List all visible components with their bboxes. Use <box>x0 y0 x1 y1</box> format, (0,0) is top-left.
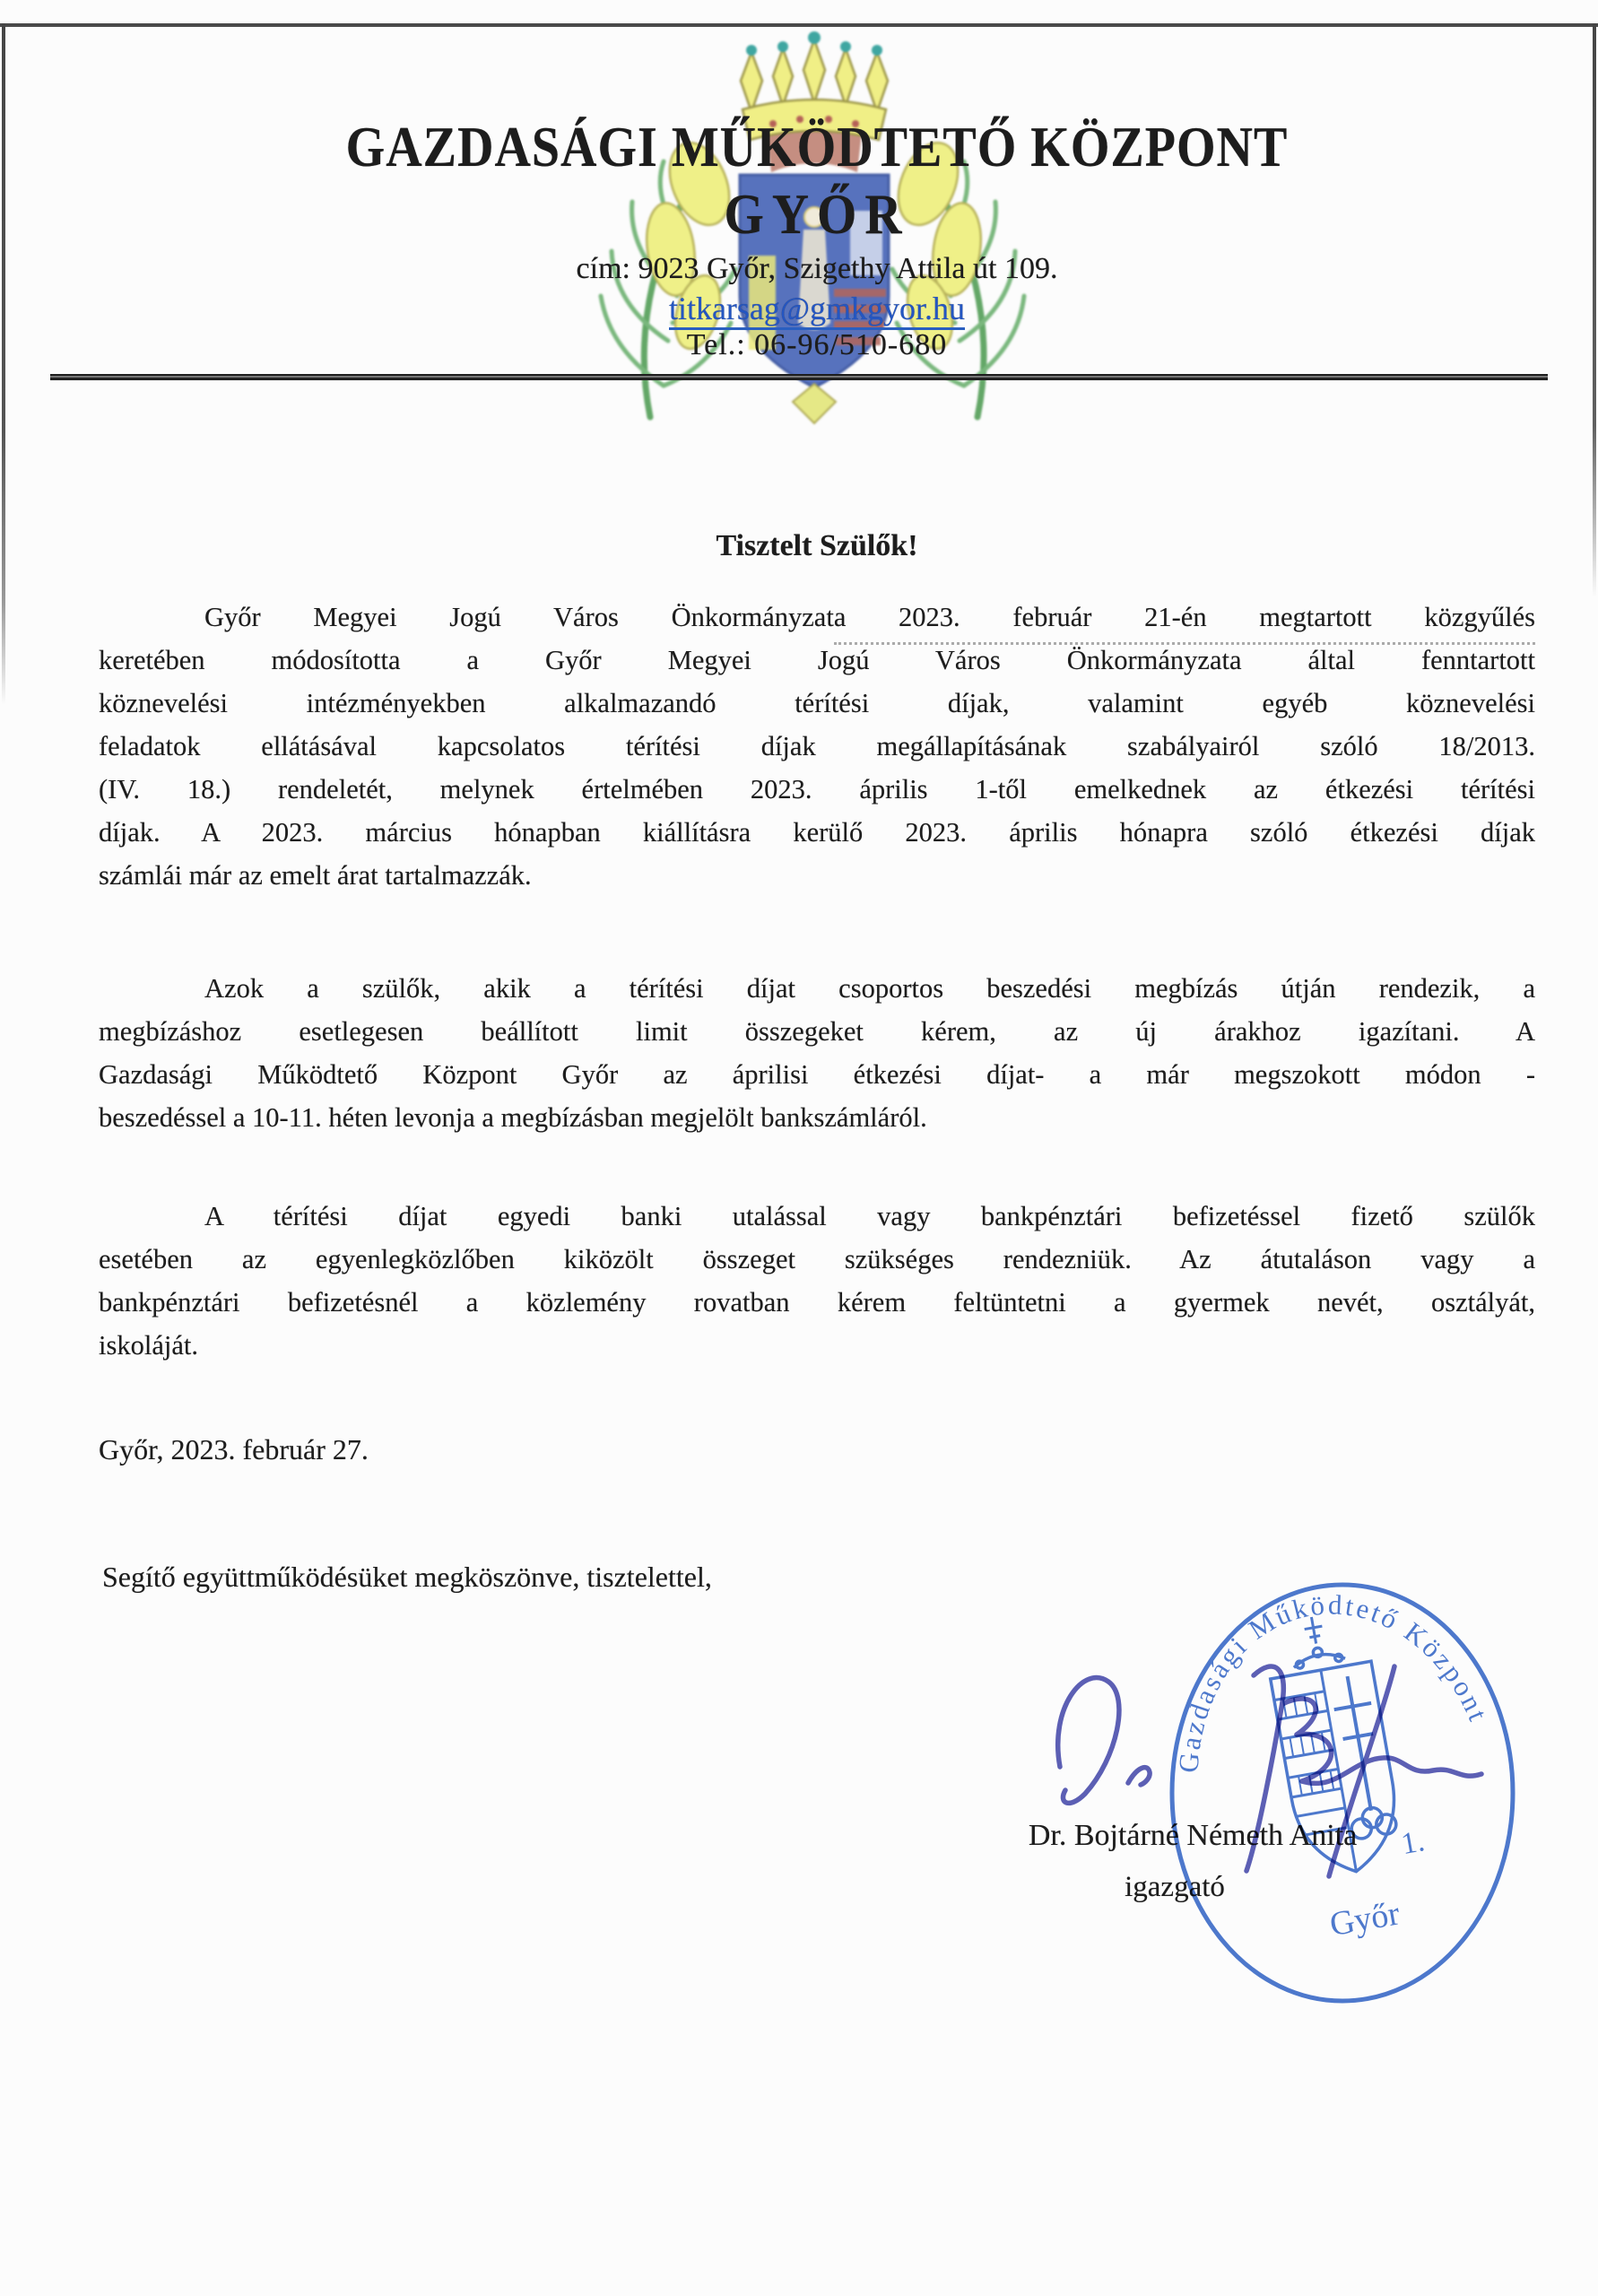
paragraph-line: Győr Megyei Jogú Város Önkormányzata 2023. február 21-én megtartott közgyűlés <box>204 602 1535 632</box>
address-line: cím: 9023 Győr, Szigethy Attila út 109. <box>576 252 1058 285</box>
paragraph-line: bankpénztári befizetésnél a közlemény rovatban kérem feltüntetni a gyermek nevét, osztályát, <box>99 1287 1535 1318</box>
signer-title: igazgató <box>1125 1871 1225 1903</box>
paragraph-line: számlái már az emelt árat tartalmazzák. <box>99 860 532 891</box>
email-link[interactable]: titkarsag@gmkgyor.hu <box>669 291 965 330</box>
header-divider-rule <box>50 374 1548 380</box>
handwritten-signature <box>1022 1632 1542 1901</box>
scan-edge-left <box>2 23 5 705</box>
signer-name: Dr. Bojtárné Németh Anita <box>1028 1819 1358 1852</box>
paragraph-line: esetében az egyenlegközlőben kiközölt összeget szükséges rendezniük. Az átutaláson vagy a <box>99 1244 1535 1274</box>
org-name-line1: GAZDASÁGI MŰKÖDTETŐ KÖZPONT <box>345 116 1289 179</box>
phone-line: Tel.: 06-96/510-680 <box>686 328 948 361</box>
paragraph-line: A térítési díjat egyedi banki utalással vagy bankpénztári befizetéssel fizető szülők <box>204 1201 1535 1231</box>
paragraph-line: megbízáshoz esetlegesen beállított limit összegeket kérem, az új árakhoz igazítani. A <box>99 1016 1535 1047</box>
date-line: Győr, 2023. február 27. <box>99 1433 369 1465</box>
email-line <box>99 290 1535 327</box>
scan-edge-right <box>1593 23 1596 597</box>
paragraph-line: keretében módosította a Győr Megyei Jogú Város Önkormányzata által fenntartott <box>99 645 1535 675</box>
paragraph-line: feladatok ellátásával kapcsolatos térítési díjak megállapításának szabályairól szóló 18/2013. <box>99 731 1535 761</box>
paragraph-line: Gazdasági Működtető Központ Győr az áprilisi étkezési díjat- a már megszokott módon - <box>99 1059 1535 1090</box>
stamp-number: 1. <box>1398 1824 1428 1862</box>
org-name-line2: GYŐR <box>724 183 910 247</box>
paragraph-3 <box>99 1195 1535 1367</box>
paragraph-line: köznevelési intézményekben alkalmazandó térítési díjak, valamint egyéb köznevelési <box>99 688 1535 718</box>
scan-artifact-dots <box>834 640 1535 645</box>
salutation: Tisztelt Szülők! <box>716 529 918 562</box>
paragraph-line: Azok a szülők, akik a térítési díjat csoportos beszedési megbízás útján rendezik, a <box>204 973 1535 1004</box>
paragraph-line: (IV. 18.) rendeletét, melynek értelmében 2023. április 1-től emelkednek az étkezési térítési <box>99 774 1535 804</box>
stamp-ring-text: Gazdasági Működtető Központ <box>1172 1588 1496 1774</box>
stamp-city: Győr <box>1326 1894 1403 1944</box>
closing-line: Segítő együttműködésüket megköszönve, tisztelettel, <box>102 1561 712 1593</box>
paragraph-line: iskoláját. <box>99 1330 198 1361</box>
paragraph-line: beszedéssel a 10-11. héten levonja a megbízásban megjelölt bankszámláról. <box>99 1102 927 1133</box>
paragraph-line: díjak. A 2023. március hónapban kiállításra kerülő 2023. április hónapra szóló étkezési díjak <box>99 817 1535 848</box>
paragraph-2 <box>99 967 1535 1139</box>
